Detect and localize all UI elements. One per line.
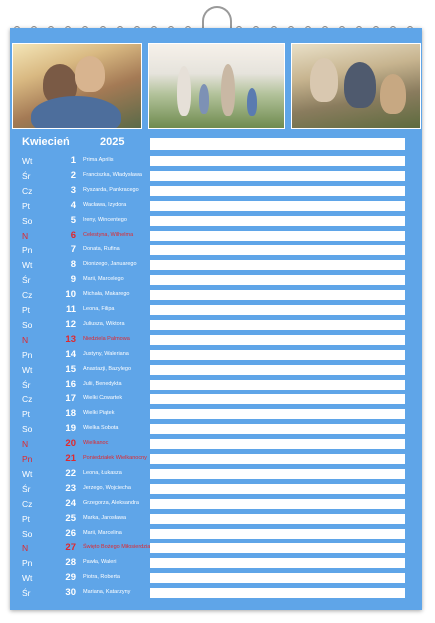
- photo-family-3: [291, 43, 421, 129]
- name-day-text: Wielka Sobota: [83, 425, 119, 432]
- day-number: 8: [70, 259, 76, 271]
- month-header: [12, 134, 142, 150]
- weekday-label: So: [22, 215, 33, 226]
- weekday-label: Pn: [22, 245, 33, 256]
- name-day-text: Ireny, Wincentego: [83, 216, 127, 223]
- day-row: [12, 497, 152, 511]
- day-number: 27: [65, 542, 76, 554]
- day-row: [12, 288, 152, 302]
- weekday-label: Pn: [22, 454, 33, 464]
- day-number: 29: [65, 572, 76, 584]
- day-row: [12, 243, 152, 257]
- note-line[interactable]: [150, 245, 405, 255]
- weekday-label: Śr: [22, 379, 31, 390]
- note-line[interactable]: [150, 171, 405, 181]
- name-day-text: Mariana, Katarzyny: [83, 589, 131, 596]
- day-row: [12, 422, 152, 436]
- note-line[interactable]: [150, 365, 405, 375]
- note-line[interactable]: [150, 216, 405, 226]
- weekday-label: Cz: [22, 290, 33, 301]
- name-day-text: Julii, Benedykta: [83, 380, 122, 387]
- weekday-label: N: [22, 543, 29, 554]
- weekday-label: Śr: [22, 483, 31, 494]
- weekday-label: Pn: [22, 558, 33, 569]
- day-row: [12, 154, 152, 168]
- day-number: 1: [70, 155, 76, 166]
- day-number: 6: [70, 229, 76, 241]
- day-row: [12, 541, 152, 555]
- day-row: [12, 378, 152, 392]
- note-line[interactable]: [150, 320, 405, 330]
- note-line-header: [150, 138, 405, 150]
- day-row: [12, 407, 152, 421]
- name-day-text: Franciszka, Władysława: [83, 171, 142, 178]
- day-row: [12, 169, 152, 183]
- note-line[interactable]: [150, 350, 405, 360]
- name-day-text: Pawła, Waleri: [83, 559, 117, 566]
- name-day-text: Prima Aprilis: [83, 157, 114, 163]
- day-number: 13: [65, 333, 76, 345]
- photo-family-2: [148, 43, 285, 129]
- weekday-label: So: [22, 319, 33, 330]
- day-number: 3: [70, 184, 76, 196]
- name-day-text: Grzegorza, Aleksandra: [83, 499, 139, 506]
- name-day-text: Niedziela Palmowa: [83, 335, 130, 342]
- note-line[interactable]: [150, 156, 405, 166]
- name-day-text: Justyny, Waleriana: [83, 350, 129, 357]
- note-line[interactable]: [150, 290, 405, 300]
- day-number: 14: [65, 348, 76, 360]
- day-number: 7: [70, 244, 76, 256]
- weekday-label: Śr: [22, 170, 31, 181]
- photo-family-1: [12, 43, 142, 129]
- day-number: 24: [65, 497, 76, 509]
- day-row: [12, 363, 152, 377]
- day-row: [12, 348, 152, 362]
- note-line[interactable]: [150, 484, 405, 494]
- note-line[interactable]: [150, 469, 405, 479]
- day-number: 11: [65, 304, 76, 315]
- day-row: [12, 273, 152, 287]
- weekday-label: N: [22, 439, 29, 450]
- weekday-label: N: [22, 334, 29, 345]
- weekday-label: So: [22, 424, 33, 435]
- note-line[interactable]: [150, 439, 405, 449]
- name-day-text: Anastazji, Bazylego: [83, 365, 131, 372]
- weekday-label: Pt: [22, 409, 31, 420]
- note-line[interactable]: [150, 394, 405, 404]
- weekday-label: So: [22, 528, 33, 539]
- day-number: 5: [70, 214, 76, 226]
- name-day-text: Celestyna, Wilhelma: [83, 231, 134, 238]
- day-number: 10: [65, 289, 76, 301]
- day-row: [12, 214, 152, 228]
- name-day-text: Juliusza, Wiktora: [83, 320, 125, 327]
- day-row: [12, 303, 152, 317]
- day-row: [12, 318, 152, 332]
- note-line[interactable]: [150, 499, 405, 509]
- weekday-label: Pn: [22, 349, 33, 360]
- weekday-label: Wt: [22, 156, 33, 166]
- day-row: [12, 527, 152, 541]
- day-row: [12, 437, 152, 451]
- name-day-text: Marii, Marcelego: [83, 276, 124, 283]
- note-line[interactable]: [150, 424, 405, 434]
- month-name: Kwiecień: [22, 136, 70, 148]
- day-row: [12, 258, 152, 272]
- weekday-label: Cz: [22, 498, 33, 509]
- name-day-text: Ryszarda, Pankracego: [83, 186, 139, 193]
- day-number: 20: [65, 438, 76, 450]
- day-row: [12, 184, 152, 198]
- note-line[interactable]: [150, 335, 405, 345]
- day-number: 17: [65, 393, 76, 405]
- day-number: 19: [65, 423, 76, 435]
- weekday-label: Pt: [22, 200, 31, 211]
- name-day-text: Marka, Jarosława: [83, 514, 127, 521]
- day-row: [12, 571, 152, 585]
- name-day-text: Wielki Czwartek: [83, 395, 123, 402]
- day-number: 12: [65, 318, 76, 330]
- day-row: [12, 482, 152, 496]
- day-number: 16: [65, 378, 76, 390]
- note-line[interactable]: [150, 260, 405, 270]
- note-line[interactable]: [150, 454, 405, 464]
- day-row: [12, 199, 152, 213]
- day-number: 4: [70, 199, 76, 211]
- note-line[interactable]: [150, 543, 405, 553]
- day-number: 2: [70, 169, 76, 181]
- day-number: 30: [65, 587, 76, 599]
- name-day-text: Wielki Piątek: [83, 410, 115, 417]
- name-day-text: Święto Bożego Miłosierdzia: [83, 544, 151, 551]
- note-line[interactable]: [150, 380, 405, 390]
- name-day-text: Jerzego, Wojciecha: [83, 484, 131, 491]
- name-day-text: Leona, Filipa: [83, 306, 115, 312]
- day-number: 25: [65, 512, 76, 524]
- year: 2025: [100, 136, 125, 148]
- name-day-text: Marii, Marcelina: [83, 529, 122, 536]
- day-row: [12, 512, 152, 526]
- day-number: 23: [65, 482, 76, 494]
- day-number: 15: [65, 363, 76, 375]
- weekday-label: Pt: [22, 305, 31, 315]
- day-row: [12, 452, 152, 466]
- note-line[interactable]: [150, 514, 405, 524]
- weekday-label: Wt: [22, 260, 33, 271]
- note-line[interactable]: [150, 588, 405, 598]
- day-row: [12, 586, 152, 600]
- weekday-label: Śr: [22, 588, 31, 599]
- day-row: [12, 392, 152, 406]
- note-line[interactable]: [150, 573, 405, 583]
- note-line[interactable]: [150, 201, 405, 211]
- note-line[interactable]: [150, 231, 405, 241]
- weekday-label: Pt: [22, 513, 31, 524]
- name-day-text: Wielkanoc: [83, 440, 109, 447]
- name-day-text: Michała, Makarego: [83, 291, 130, 298]
- weekday-label: Śr: [22, 275, 31, 286]
- day-number: 18: [65, 408, 76, 420]
- weekday-label: Cz: [22, 394, 33, 405]
- day-number: 28: [65, 557, 76, 569]
- day-number: 21: [65, 453, 76, 464]
- note-line[interactable]: [150, 558, 405, 568]
- day-row: [12, 556, 152, 570]
- note-line[interactable]: [150, 305, 405, 315]
- note-line[interactable]: [150, 409, 405, 419]
- name-day-text: Leona, Łukasza: [83, 469, 122, 476]
- weekday-label: Wt: [22, 573, 33, 584]
- weekday-label: Wt: [22, 364, 33, 375]
- name-day-text: Poniedziałek Wielkanocny: [83, 455, 147, 461]
- day-row: [12, 229, 152, 243]
- weekday-label: N: [22, 230, 29, 241]
- weekday-label: Wt: [22, 468, 33, 479]
- day-number: 9: [70, 274, 76, 286]
- note-line[interactable]: [150, 275, 405, 285]
- weekday-label: Cz: [22, 185, 33, 196]
- note-line[interactable]: [150, 529, 405, 539]
- day-row: [12, 467, 152, 481]
- name-day-text: Dionizego, Januarego: [83, 261, 137, 268]
- note-line[interactable]: [150, 186, 405, 196]
- day-row: [12, 333, 152, 347]
- name-day-text: Donata, Rufina: [83, 246, 120, 253]
- name-day-text: Wacława, Izydora: [83, 201, 127, 208]
- name-day-text: Piotra, Roberta: [83, 574, 120, 581]
- day-number: 26: [65, 527, 76, 539]
- day-number: 22: [65, 467, 76, 479]
